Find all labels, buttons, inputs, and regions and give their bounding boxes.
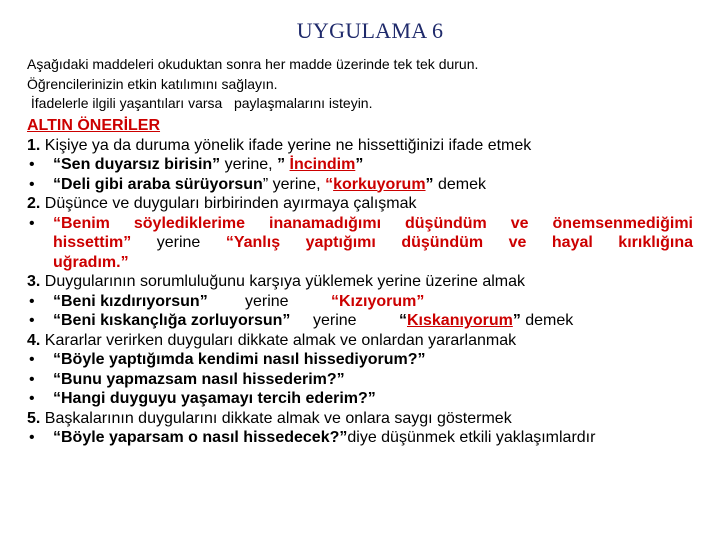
bullet-quote: “Böyle yaptığımda kendimi nasıl hissediyorum?”	[53, 351, 426, 368]
bullet-item	[27, 292, 693, 312]
bullet-item	[27, 155, 693, 175]
bullet-quote-close: ”	[512, 312, 521, 329]
bullet-tail: demek	[433, 175, 487, 193]
bullet-quote: “Yanlış yaptığımı düşündüm ve hayal kırıklığına	[225, 234, 694, 251]
highlight-word: Kıskanıyorum	[407, 312, 513, 329]
item-3	[27, 272, 693, 292]
bullet-icon: •	[29, 429, 35, 446]
page-title: UYGULAMA 6	[296, 18, 444, 43]
bullet-quote: “Hangi duyguyu yaşamayı tercih ederim?”	[53, 390, 376, 407]
item-text: Düşünce ve duyguları birbirinden ayırmaya çalışmak	[40, 195, 417, 212]
intro-line: İfadelerle ilgili yaşantıları varsa paylaşmalarını isteyin.	[27, 95, 373, 111]
item-number: 2.	[27, 195, 41, 212]
bullet-quote: hissettim”	[53, 234, 132, 251]
item-5	[27, 409, 693, 429]
bullet-tail: diye düşünmek etkili yaklaşımlardır	[347, 429, 596, 446]
bullet-icon: •	[29, 292, 35, 310]
bullet-connector: ” yerine,	[262, 175, 326, 193]
bullet-tail: demek	[520, 312, 574, 329]
highlight-word: korkuyorum	[333, 175, 426, 193]
highlight-word: İncindim	[289, 156, 356, 173]
intro-text	[27, 55, 478, 114]
item-2	[27, 194, 693, 214]
highlight-word: “Kızıyorum”	[331, 292, 425, 310]
item-number: 5.	[27, 409, 41, 427]
bullet-quote-open: ”	[277, 156, 290, 173]
item-number: 3.	[27, 273, 41, 290]
bullet-icon: •	[29, 175, 35, 193]
bullet-quote: “Beni kıskançlığa zorluyorsun”	[53, 312, 291, 329]
bullet-item	[27, 389, 693, 409]
bullet-connector: yerine	[245, 292, 289, 310]
bullet-quote-line: “Benim söylediklerime inanamadığımı düşündüm ve önemsenmediğimi	[53, 214, 693, 232]
bullet-quote-open: “	[399, 312, 407, 329]
bullet-item	[27, 350, 693, 370]
intro-line: Aşağıdaki maddeleri okuduktan sonra her madde üzerinde tek tek durun.	[27, 56, 479, 72]
item-number: 1.	[27, 136, 41, 154]
item-number: 4.	[27, 331, 41, 349]
bullet-icon: •	[29, 370, 35, 388]
bullet-icon: •	[29, 390, 35, 407]
bullet-quote: “Sen duyarsız birisin”	[53, 156, 221, 173]
bullet-quote: “Deli gibi araba sürüyorsun	[53, 175, 263, 193]
bullet-quote-close: ”	[425, 175, 434, 193]
bullet-quote-line	[53, 233, 693, 253]
item-4	[27, 331, 693, 351]
section-heading: ALTIN ÖNERİLER	[27, 117, 161, 134]
bullet-quote-line: uğradım.”	[53, 253, 129, 271]
bullet-quote-close: ”	[355, 156, 364, 173]
bullet-item	[27, 175, 693, 195]
item-text: Kararlar verirken duyguları dikkate almak ve onlardan yararlanmak	[40, 331, 517, 349]
bullet-item	[27, 214, 693, 273]
bullet-icon: •	[29, 312, 35, 329]
item-text: Kişiye ya da duruma yönelik ifade yerine ne hissettiğinizi ifade etmek	[40, 136, 532, 154]
bullet-connector: yerine	[313, 312, 357, 329]
intro-line: Öğrencilerinizin etkin katılımını sağlayın.	[27, 75, 278, 92]
bullet-connector: yerine	[131, 234, 226, 251]
bullet-connector: yerine,	[220, 156, 278, 173]
bullet-icon: •	[29, 156, 35, 173]
item-text: Başkalarının duygularını dikkate almak ve onlara saygı göstermek	[40, 409, 512, 427]
bullet-item	[27, 428, 693, 448]
main-content	[27, 116, 693, 448]
bullet-quote: “Böyle yaparsam o nasıl hissedecek?”	[53, 429, 348, 446]
bullet-item	[27, 370, 693, 390]
item-1	[27, 136, 693, 156]
bullet-icon: •	[29, 351, 35, 368]
bullet-quote-open: “	[325, 175, 334, 193]
bullet-item	[27, 311, 693, 331]
bullet-icon: •	[29, 214, 35, 232]
bullet-quote: “Beni kızdırıyorsun”	[53, 292, 208, 310]
item-text: Duygularının sorumluluğunu karşıya yüklemek yerine üzerine almak	[40, 273, 526, 290]
bullet-quote: “Bunu yapmazsam nasıl hissederim?”	[53, 370, 345, 388]
